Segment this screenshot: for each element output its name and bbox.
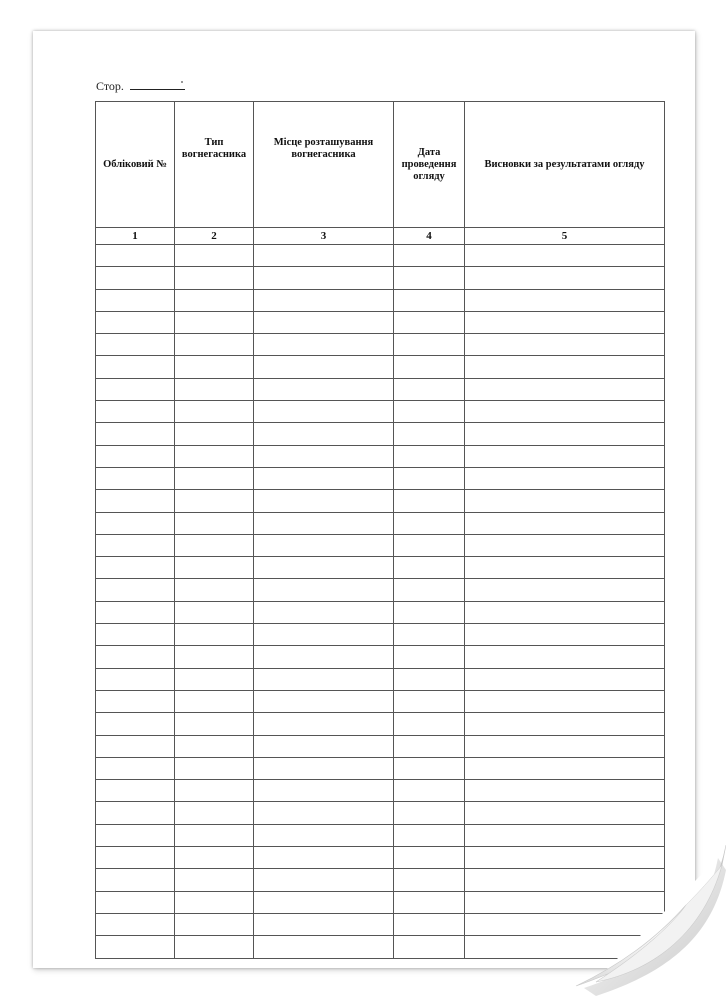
table-cell xyxy=(96,802,175,824)
table-cell xyxy=(175,913,254,935)
table-cell xyxy=(465,445,665,467)
table-cell xyxy=(394,646,465,668)
column-number: 5 xyxy=(465,228,665,245)
table-row xyxy=(96,423,665,445)
header-extinguisher-type: Тип вогнегасника xyxy=(175,102,254,228)
table-cell xyxy=(465,913,665,935)
table-row xyxy=(96,891,665,913)
table-cell xyxy=(465,356,665,378)
table-cell xyxy=(96,267,175,289)
table-cell xyxy=(465,401,665,423)
table-cell xyxy=(394,557,465,579)
table-cell xyxy=(175,936,254,958)
table-cell xyxy=(175,847,254,869)
table-cell xyxy=(394,891,465,913)
page-number-blank xyxy=(130,78,185,90)
table-cell xyxy=(254,445,394,467)
table-cell xyxy=(96,423,175,445)
table-cell xyxy=(254,713,394,735)
table-cell xyxy=(175,646,254,668)
table-cell xyxy=(175,802,254,824)
table-row xyxy=(96,467,665,489)
table-cell xyxy=(465,378,665,400)
table-cell xyxy=(465,512,665,534)
table-row xyxy=(96,289,665,311)
table-cell xyxy=(465,534,665,556)
table-cell xyxy=(175,289,254,311)
table-cell xyxy=(465,735,665,757)
table-cell xyxy=(394,847,465,869)
table-cell xyxy=(465,847,665,869)
table-cell xyxy=(254,869,394,891)
table-cell xyxy=(465,713,665,735)
table-cell xyxy=(175,579,254,601)
table-cell xyxy=(175,780,254,802)
table-cell xyxy=(254,356,394,378)
table-cell xyxy=(175,668,254,690)
table-cell xyxy=(175,356,254,378)
table-row xyxy=(96,245,665,267)
table-cell xyxy=(254,401,394,423)
table-cell xyxy=(394,401,465,423)
table-row xyxy=(96,534,665,556)
table-row xyxy=(96,378,665,400)
table-cell xyxy=(96,847,175,869)
table-cell xyxy=(96,445,175,467)
table-cell xyxy=(96,757,175,779)
header-row xyxy=(96,102,665,228)
table-cell xyxy=(96,646,175,668)
table-cell xyxy=(394,378,465,400)
table-cell xyxy=(254,824,394,846)
table-cell xyxy=(175,735,254,757)
table-cell xyxy=(254,802,394,824)
table-cell xyxy=(254,467,394,489)
column-number-row xyxy=(96,228,665,245)
table-cell xyxy=(254,847,394,869)
column-number: 3 xyxy=(254,228,394,245)
table-cell xyxy=(96,913,175,935)
table-cell xyxy=(394,802,465,824)
table-cell xyxy=(394,445,465,467)
table-row xyxy=(96,334,665,356)
table-cell xyxy=(465,467,665,489)
table-row xyxy=(96,445,665,467)
table-row xyxy=(96,646,665,668)
table-cell xyxy=(394,713,465,735)
table-cell xyxy=(465,289,665,311)
table-cell xyxy=(254,690,394,712)
table-cell xyxy=(96,891,175,913)
table-cell xyxy=(175,757,254,779)
column-number: 2 xyxy=(175,228,254,245)
table-cell xyxy=(254,891,394,913)
table-cell xyxy=(96,490,175,512)
table-row xyxy=(96,780,665,802)
table-row xyxy=(96,869,665,891)
table-cell xyxy=(96,735,175,757)
table-cell xyxy=(465,802,665,824)
table-cell xyxy=(175,690,254,712)
table-row xyxy=(96,512,665,534)
table-cell xyxy=(465,690,665,712)
table-cell xyxy=(254,557,394,579)
table-cell xyxy=(254,334,394,356)
table-cell xyxy=(96,356,175,378)
table-cell xyxy=(394,780,465,802)
table-cell xyxy=(394,289,465,311)
table-cell xyxy=(465,601,665,623)
table-cell xyxy=(254,378,394,400)
table-row xyxy=(96,601,665,623)
table-cell xyxy=(96,512,175,534)
table-cell xyxy=(175,601,254,623)
table-cell xyxy=(254,601,394,623)
table-cell xyxy=(96,690,175,712)
table-cell xyxy=(254,512,394,534)
table-cell xyxy=(96,624,175,646)
table-cell xyxy=(394,467,465,489)
table-cell xyxy=(394,735,465,757)
column-number: 4 xyxy=(394,228,465,245)
header-account-number: Обліковий № xyxy=(96,102,175,228)
table-cell xyxy=(394,311,465,333)
table-cell xyxy=(175,624,254,646)
table-cell xyxy=(465,891,665,913)
table-cell xyxy=(96,824,175,846)
column-number: 1 xyxy=(96,228,175,245)
table-cell xyxy=(96,936,175,958)
table-row xyxy=(96,913,665,935)
table-row xyxy=(96,311,665,333)
table-cell xyxy=(465,423,665,445)
table-cell xyxy=(254,646,394,668)
table-cell xyxy=(96,780,175,802)
table-cell xyxy=(394,824,465,846)
table-cell xyxy=(175,512,254,534)
table-row xyxy=(96,690,665,712)
page-number-line xyxy=(96,78,185,94)
table-cell xyxy=(465,557,665,579)
table-cell xyxy=(465,824,665,846)
table-row xyxy=(96,557,665,579)
table-row xyxy=(96,735,665,757)
table-cell xyxy=(394,690,465,712)
header-inspection-date: Дата проведення огляду xyxy=(394,102,465,228)
extinguisher-inspection-table xyxy=(95,101,665,959)
table-row xyxy=(96,401,665,423)
table-row xyxy=(96,668,665,690)
table-cell xyxy=(175,378,254,400)
table-cell xyxy=(394,534,465,556)
table-cell xyxy=(465,311,665,333)
table-cell xyxy=(175,557,254,579)
table-cell xyxy=(96,289,175,311)
table-cell xyxy=(394,490,465,512)
table-cell xyxy=(394,757,465,779)
table-cell xyxy=(175,445,254,467)
table-cell xyxy=(394,512,465,534)
table-cell xyxy=(96,713,175,735)
table-cell xyxy=(254,579,394,601)
table-cell xyxy=(394,869,465,891)
table-cell xyxy=(465,245,665,267)
table-cell xyxy=(175,423,254,445)
table-cell xyxy=(465,267,665,289)
table-cell xyxy=(96,668,175,690)
table-cell xyxy=(254,624,394,646)
table-cell xyxy=(254,423,394,445)
table-cell xyxy=(96,467,175,489)
table-cell xyxy=(465,334,665,356)
table-cell xyxy=(96,311,175,333)
table-cell xyxy=(254,245,394,267)
table-cell xyxy=(175,467,254,489)
table-cell xyxy=(96,401,175,423)
table-cell xyxy=(465,780,665,802)
table-cell xyxy=(394,267,465,289)
table-cell xyxy=(394,668,465,690)
table-row xyxy=(96,713,665,735)
table-cell xyxy=(254,735,394,757)
table-cell xyxy=(175,245,254,267)
table-cell xyxy=(96,378,175,400)
table-cell xyxy=(175,824,254,846)
table-cell xyxy=(175,713,254,735)
table-cell xyxy=(96,601,175,623)
table-cell xyxy=(394,334,465,356)
table-cell xyxy=(96,557,175,579)
table-cell xyxy=(254,267,394,289)
table-cell xyxy=(394,936,465,958)
table-cell xyxy=(465,490,665,512)
table-cell xyxy=(254,311,394,333)
header-location: Місце розташування вогнегасника xyxy=(254,102,394,228)
table-cell xyxy=(96,334,175,356)
table-row xyxy=(96,624,665,646)
table-cell xyxy=(394,356,465,378)
table-cell xyxy=(465,869,665,891)
table-cell xyxy=(394,579,465,601)
table-row xyxy=(96,757,665,779)
table-cell xyxy=(96,245,175,267)
table-cell xyxy=(254,289,394,311)
table-row xyxy=(96,356,665,378)
table-cell xyxy=(175,490,254,512)
table-cell xyxy=(465,936,665,958)
table-row xyxy=(96,824,665,846)
table-cell xyxy=(254,490,394,512)
table-cell xyxy=(394,913,465,935)
table-cell xyxy=(96,534,175,556)
table-cell xyxy=(254,913,394,935)
table-row xyxy=(96,267,665,289)
table-cell xyxy=(96,869,175,891)
header-conclusions: Висновки за результатами огляду xyxy=(465,102,665,228)
table-cell xyxy=(465,757,665,779)
table-cell xyxy=(254,534,394,556)
table-cell xyxy=(394,245,465,267)
table-cell xyxy=(394,601,465,623)
table-cell xyxy=(465,579,665,601)
table-cell xyxy=(254,936,394,958)
table-cell xyxy=(175,267,254,289)
table-cell xyxy=(465,668,665,690)
table-cell xyxy=(254,668,394,690)
table-cell xyxy=(96,579,175,601)
table-row xyxy=(96,490,665,512)
table-cell xyxy=(175,401,254,423)
table-cell xyxy=(175,891,254,913)
table-cell xyxy=(465,646,665,668)
table-cell xyxy=(394,624,465,646)
table-row xyxy=(96,802,665,824)
page-number-label: Стор. xyxy=(96,79,124,93)
table-row xyxy=(96,847,665,869)
table-cell xyxy=(465,624,665,646)
table-cell xyxy=(175,334,254,356)
table-row xyxy=(96,936,665,958)
table-cell xyxy=(175,869,254,891)
table-cell xyxy=(254,757,394,779)
table-cell xyxy=(254,780,394,802)
table-cell xyxy=(175,534,254,556)
table-cell xyxy=(175,311,254,333)
table-cell xyxy=(394,423,465,445)
table-row xyxy=(96,579,665,601)
